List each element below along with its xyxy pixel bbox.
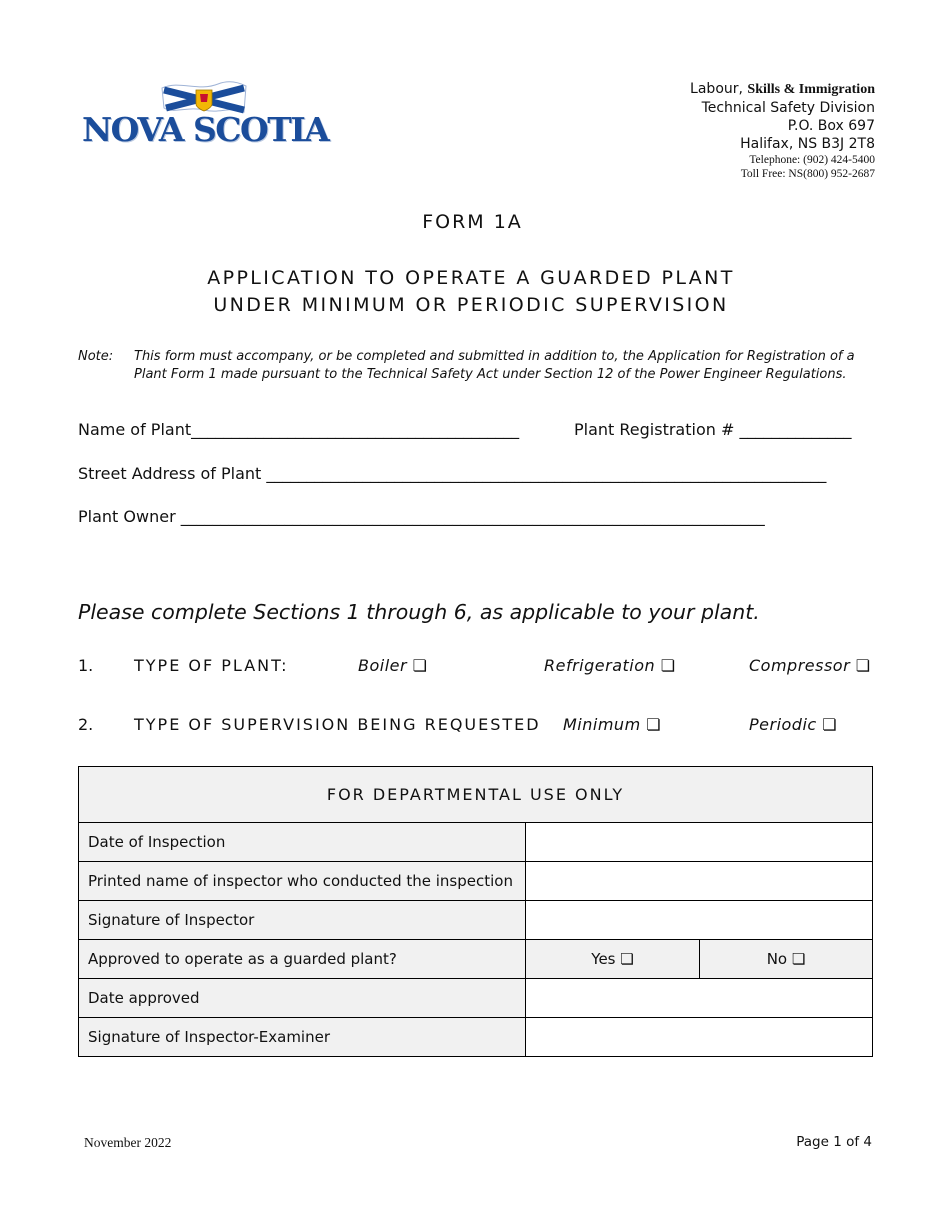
row-label-inspector-name: Printed name of inspector who conducted the inspection — [79, 862, 526, 901]
department-address — [690, 80, 875, 181]
refrigeration-checkbox[interactable]: Refrigeration ❏ — [544, 656, 676, 675]
title-line-2: UNDER MINIMUM OR PERIODIC SUPERVISION — [213, 294, 729, 316]
note-label: Note: — [78, 349, 114, 364]
approved-no-checkbox[interactable]: No ❏ — [700, 940, 873, 979]
inspector-name-input[interactable] — [526, 862, 873, 901]
section-1-label: TYPE OF PLANT: — [134, 656, 289, 675]
date-approved-input[interactable] — [526, 979, 873, 1018]
form-title — [0, 265, 942, 319]
nova-scotia-logo — [82, 78, 327, 150]
form-number: FORM 1A — [422, 211, 523, 233]
table-row — [79, 862, 873, 901]
row-label-date-of-inspection: Date of Inspection — [79, 823, 526, 862]
telephone: Telephone: (902) 424-5400 — [749, 154, 875, 166]
footer-date: November 2022 — [84, 1135, 172, 1150]
table-row — [79, 823, 873, 862]
table-row — [79, 901, 873, 940]
division-name: Technical Safety Division — [701, 100, 875, 116]
row-label-inspector-signature: Signature of Inspector — [79, 901, 526, 940]
table-header: FOR DEPARTMENTAL USE ONLY — [79, 767, 873, 823]
inspector-signature-input[interactable] — [526, 901, 873, 940]
periodic-checkbox[interactable]: Periodic ❏ — [749, 715, 838, 734]
po-box: P.O. Box 697 — [787, 118, 875, 134]
section-1-number: 1. — [78, 656, 94, 675]
examiner-signature-input[interactable] — [526, 1018, 873, 1057]
department-name: Labour, Skills & Immigration — [690, 81, 875, 97]
departmental-use-table — [78, 766, 873, 1057]
section-2-number: 2. — [78, 715, 94, 734]
title-line-1: APPLICATION TO OPERATE A GUARDED PLANT — [207, 267, 735, 289]
page-number: Page 1 of 4 — [796, 1134, 872, 1150]
compressor-checkbox[interactable]: Compressor ❏ — [749, 656, 871, 675]
row-label-examiner-signature: Signature of Inspector-Examiner — [79, 1018, 526, 1057]
row-label-approved: Approved to operate as a guarded plant? — [79, 940, 526, 979]
plant-registration-field[interactable]: Plant Registration # ______________ — [574, 420, 852, 439]
instruction-text: Please complete Sections 1 through 6, as applicable to your plant. — [78, 600, 760, 624]
table-row — [79, 940, 873, 979]
street-address-field[interactable]: Street Address of Plant ______________________________________________________________________ — [78, 464, 827, 483]
table-row — [79, 1018, 873, 1057]
table-header-row — [79, 767, 873, 823]
section-2-label: TYPE OF SUPERVISION BEING REQUESTED — [134, 715, 541, 734]
boiler-checkbox[interactable]: Boiler ❏ — [358, 656, 428, 675]
name-of-plant-field[interactable]: Name of Plant_________________________________________ — [78, 420, 520, 439]
note — [78, 348, 878, 384]
city-postal: Halifax, NS B3J 2T8 — [740, 136, 875, 152]
date-of-inspection-input[interactable] — [526, 823, 873, 862]
logo-wordmark: NOVA SCOTIA — [82, 110, 329, 149]
table-row — [79, 979, 873, 1018]
minimum-checkbox[interactable]: Minimum ❏ — [563, 715, 662, 734]
row-label-date-approved: Date approved — [79, 979, 526, 1018]
toll-free: Toll Free: NS(800) 952-2687 — [740, 168, 875, 180]
plant-owner-field[interactable]: Plant Owner _________________________________________________________________________ — [78, 507, 765, 526]
note-text: This form must accompany, or be completed and submitted in addition to, the Application for Registration of a Plant Form 1 made pursuant to the Technical Safety Act under Section 12 of the Power Engineer Regulations. — [134, 349, 855, 382]
approved-yes-checkbox[interactable]: Yes ❏ — [526, 940, 700, 979]
